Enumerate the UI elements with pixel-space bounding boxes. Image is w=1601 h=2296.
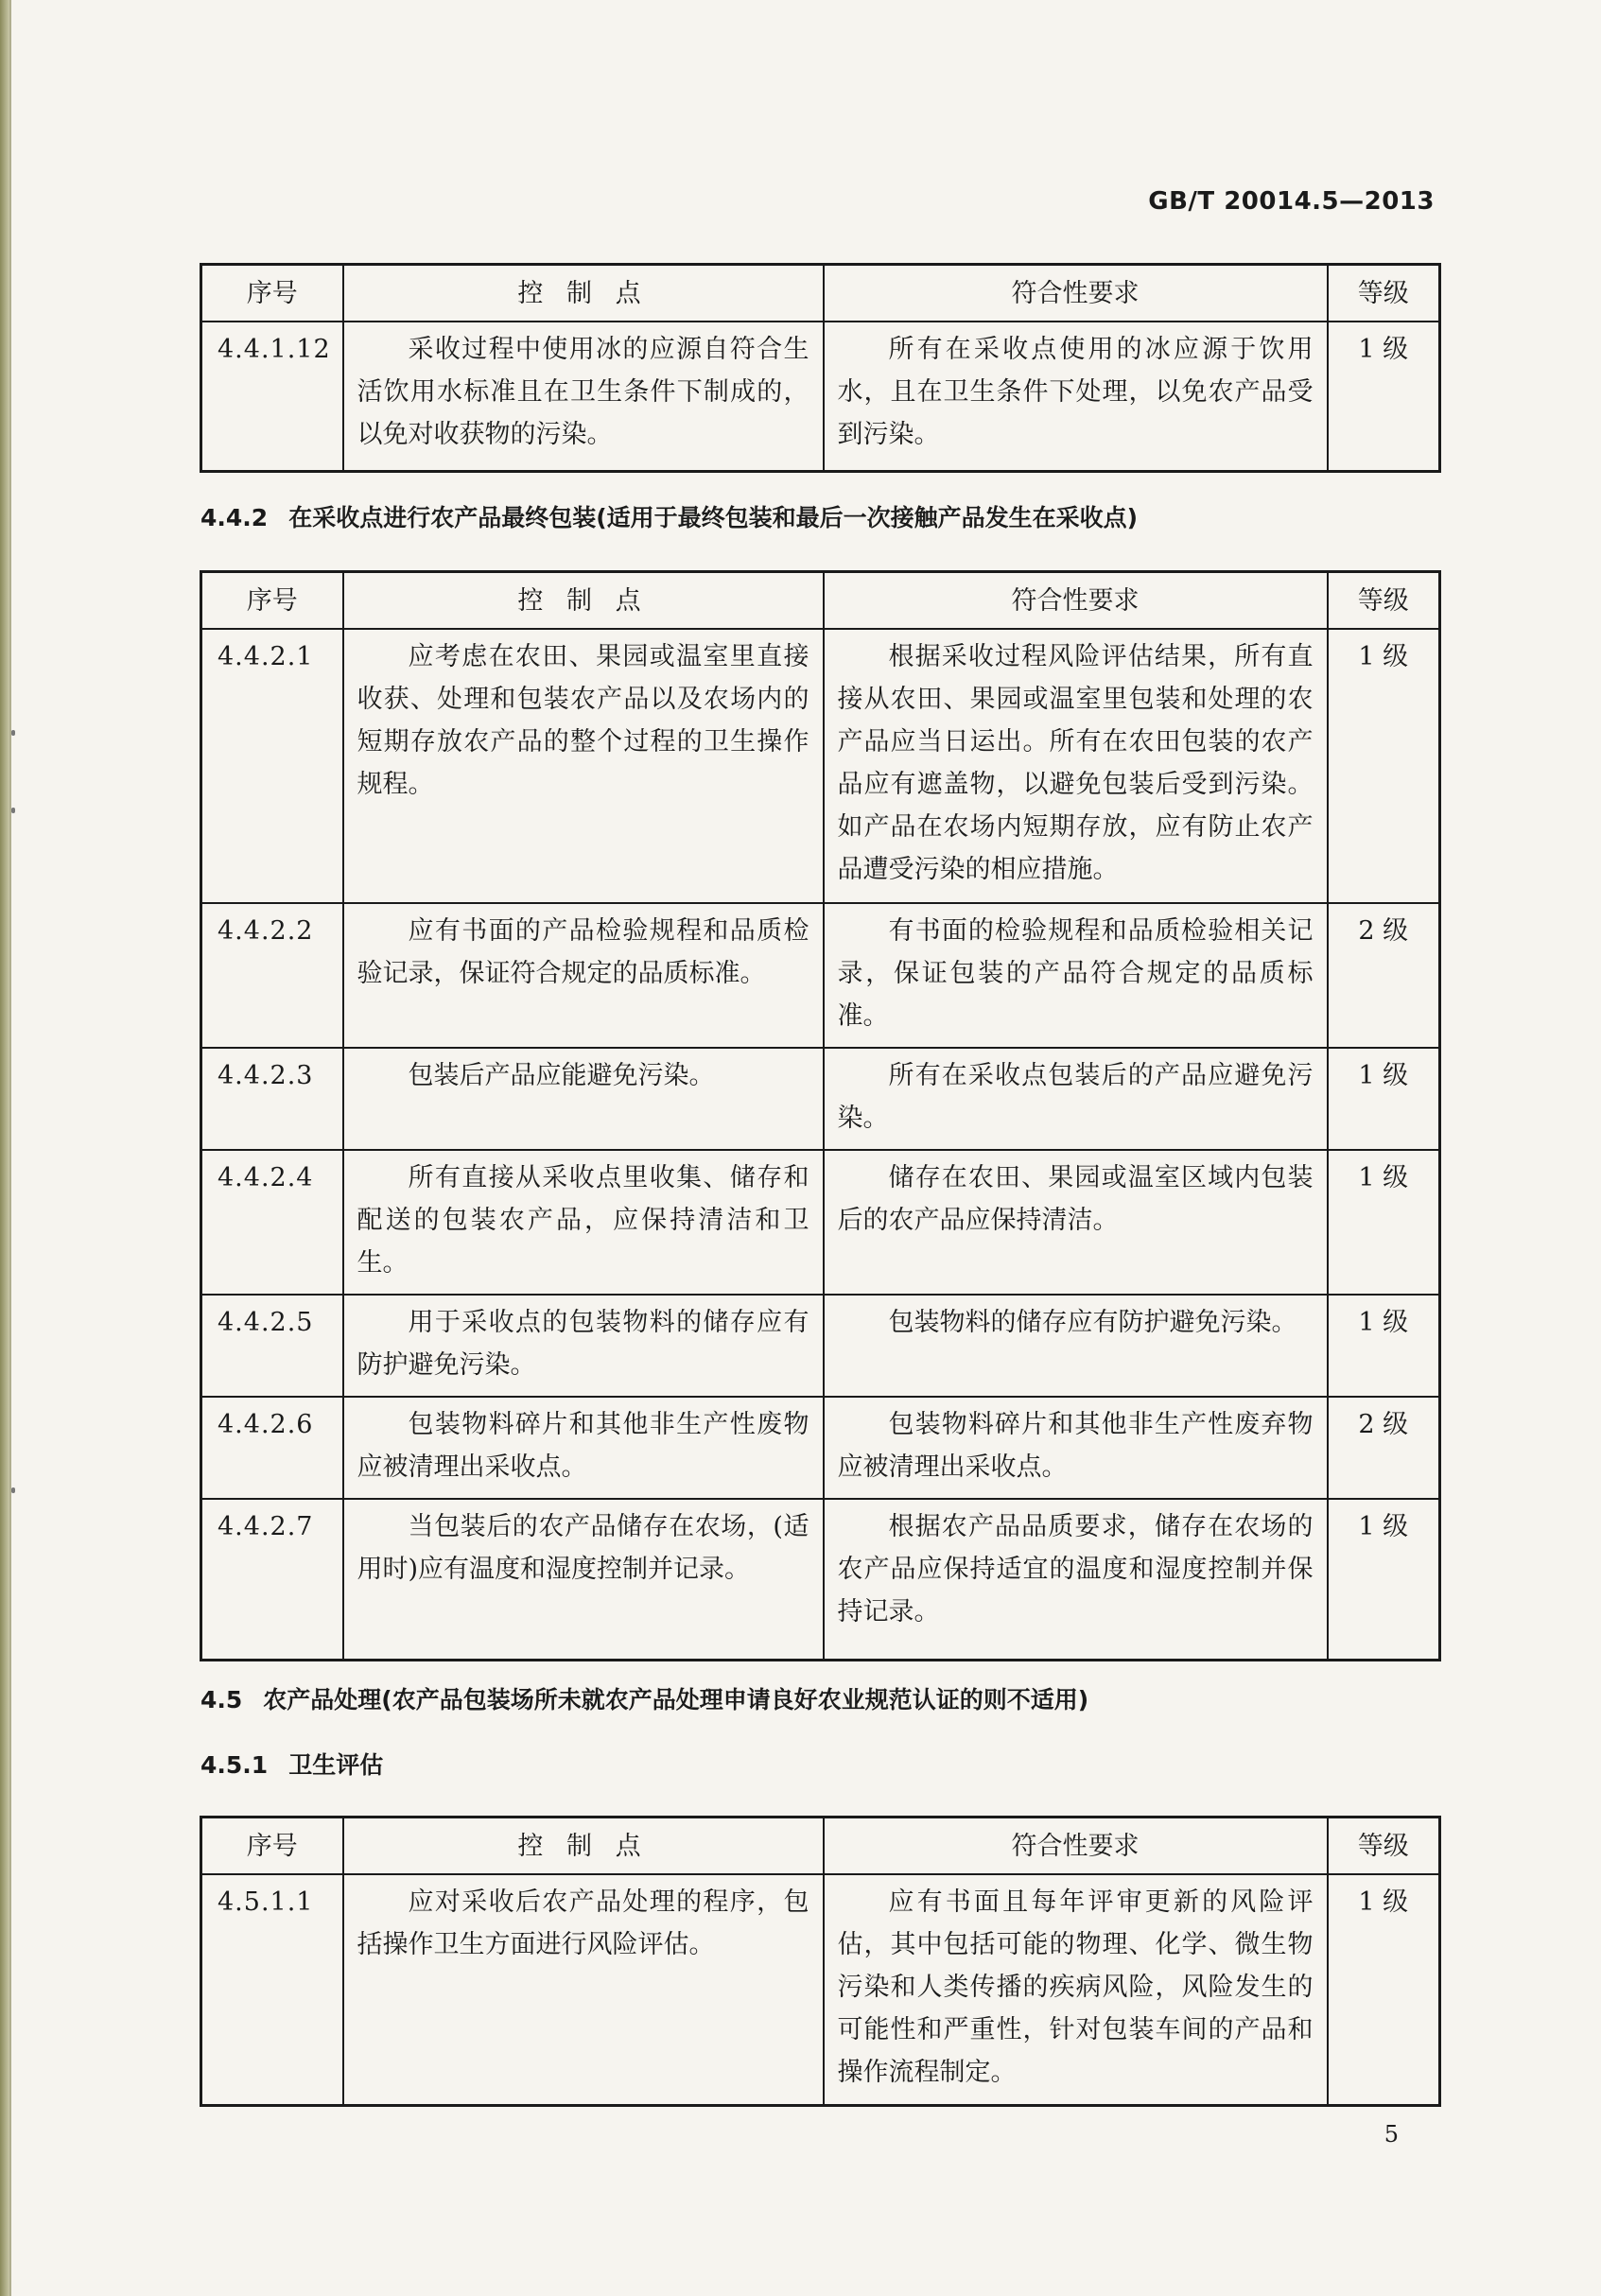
row-number: 4.5.1.1 (201, 1874, 343, 2105)
scan-speck (11, 730, 15, 736)
section-title: 农产品处理(农产品包装场所未就农产品处理申请良好农业规范认证的则不适用) (263, 1686, 1089, 1713)
section-heading-4-5-1 (200, 1747, 383, 1781)
col-header-control-point: 控 制 点 (343, 265, 824, 322)
row-control-point: 包装后产品应能避免污染。 (343, 1048, 824, 1150)
row-control-point: 所有直接从采收点里收集、储存和配送的包装农产品，应保持清洁和卫生。 (343, 1150, 824, 1295)
section-title: 在采收点进行农产品最终包装(适用于最终包装和最后一次接触产品发生在采收点) (288, 504, 1139, 531)
section-number: 4.5 (200, 1686, 243, 1713)
row-control-point: 应考虑在农田、果园或温室里直接收获、处理和包装农产品以及农场内的短期存放农产品的整个过程的卫生操作规程。 (343, 629, 824, 903)
section-number: 4.5.1 (200, 1751, 269, 1779)
table-row (201, 1048, 1440, 1150)
table-row (201, 1499, 1440, 1660)
scan-edge-line (9, 0, 11, 2296)
row-control-point: 用于采收点的包装物料的储存应有防护避免污染。 (343, 1295, 824, 1397)
row-level: 2 级 (1328, 903, 1440, 1048)
section-title: 卫生评估 (288, 1751, 384, 1779)
table-header-row (201, 572, 1440, 630)
col-header-level: 等级 (1328, 572, 1440, 630)
row-control-point: 当包装后的农产品储存在农场，(适用时)应有温度和湿度控制并记录。 (343, 1499, 824, 1660)
table-row (201, 1397, 1440, 1499)
col-header-control-point: 控 制 点 (343, 1818, 824, 1875)
table-row (201, 1295, 1440, 1397)
row-level: 1 级 (1328, 1150, 1440, 1295)
row-requirement: 根据采收过程风险评估结果，所有直接从农田、果园或温室里包装和处理的农产品应当日运出。所有在农田包装的农产品应有遮盖物，以避免包装后受到污染。如产品在农场内短期存放，应有防止农产品遭受污染的相应措施。 (824, 629, 1328, 903)
row-level: 1 级 (1328, 1499, 1440, 1660)
page-number: 5 (1383, 2121, 1399, 2148)
row-number: 4.4.1.12 (201, 322, 343, 471)
row-number: 4.4.2.2 (201, 903, 343, 1048)
row-level: 1 级 (1328, 1295, 1440, 1397)
row-requirement: 有书面的检验规程和品质检验相关记录，保证包装的产品符合规定的品质标准。 (824, 903, 1328, 1048)
table-row (201, 629, 1440, 903)
table-row (201, 322, 1440, 471)
row-number: 4.4.2.3 (201, 1048, 343, 1150)
table-header-row (201, 265, 1440, 322)
col-header-no: 序号 (201, 1818, 343, 1875)
row-control-point: 应对采收后农产品处理的程序，包括操作卫生方面进行风险评估。 (343, 1874, 824, 2105)
row-level: 1 级 (1328, 1048, 1440, 1150)
table-row (201, 1150, 1440, 1295)
col-header-no: 序号 (201, 265, 343, 322)
row-number: 4.4.2.5 (201, 1295, 343, 1397)
row-requirement: 包装物料的储存应有防护避免污染。 (824, 1295, 1328, 1397)
row-control-point: 包装物料碎片和其他非生产性废物应被清理出采收点。 (343, 1397, 824, 1499)
scan-speck (11, 808, 15, 813)
row-requirement: 所有在采收点使用的冰应源于饮用水，且在卫生条件下处理，以免农产品受到污染。 (824, 322, 1328, 471)
table-4-4-2 (200, 570, 1441, 1661)
row-control-point: 采收过程中使用冰的应源自符合生活饮用水标准且在卫生条件下制成的，以免对收获物的污染。 (343, 322, 824, 471)
section-heading-4-4-2 (200, 499, 1138, 533)
row-level: 1 级 (1328, 322, 1440, 471)
row-number: 4.4.2.6 (201, 1397, 343, 1499)
row-number: 4.4.2.1 (201, 629, 343, 903)
col-header-no: 序号 (201, 572, 343, 630)
scan-edge (0, 0, 9, 2296)
row-requirement: 储存在农田、果园或温室区域内包装后的农产品应保持清洁。 (824, 1150, 1328, 1295)
row-level: 2 级 (1328, 1397, 1440, 1499)
table-row (201, 903, 1440, 1048)
row-requirement: 应有书面且每年评审更新的风险评估，其中包括可能的物理、化学、微生物污染和人类传播的疾病风险，风险发生的可能性和严重性，针对包装车间的产品和操作流程制定。 (824, 1874, 1328, 2105)
col-header-level: 等级 (1328, 1818, 1440, 1875)
row-number: 4.4.2.4 (201, 1150, 343, 1295)
row-requirement: 包装物料碎片和其他非生产性废弃物应被清理出采收点。 (824, 1397, 1328, 1499)
col-header-control-point: 控 制 点 (343, 572, 824, 630)
col-header-requirement: 符合性要求 (824, 572, 1328, 630)
table-4-4-1 (200, 263, 1441, 473)
section-number: 4.4.2 (200, 504, 269, 531)
col-header-requirement: 符合性要求 (824, 1818, 1328, 1875)
scan-speck (11, 1487, 15, 1493)
col-header-requirement: 符合性要求 (824, 265, 1328, 322)
row-level: 1 级 (1328, 629, 1440, 903)
table-row (201, 1874, 1440, 2105)
col-header-level: 等级 (1328, 265, 1440, 322)
table-header-row (201, 1818, 1440, 1875)
table-4-5-1 (200, 1816, 1441, 2107)
standard-code: GB/T 20014.5—2013 (1148, 187, 1435, 216)
section-heading-4-5 (200, 1681, 1088, 1715)
row-requirement: 所有在采收点包装后的产品应避免污染。 (824, 1048, 1328, 1150)
row-number: 4.4.2.7 (201, 1499, 343, 1660)
row-control-point: 应有书面的产品检验规程和品质检验记录，保证符合规定的品质标准。 (343, 903, 824, 1048)
row-requirement: 根据农产品品质要求，储存在农场的农产品应保持适宜的温度和湿度控制并保持记录。 (824, 1499, 1328, 1660)
row-level: 1 级 (1328, 1874, 1440, 2105)
